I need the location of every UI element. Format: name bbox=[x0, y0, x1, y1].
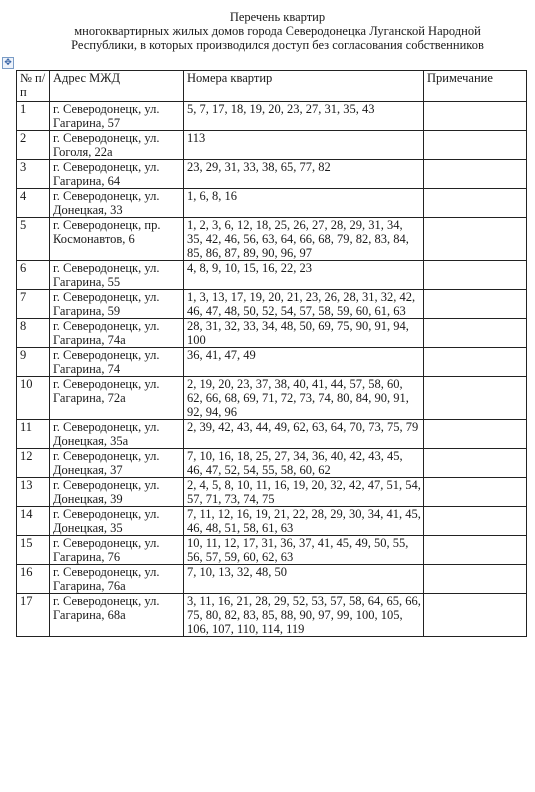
cell-apartments: 4, 8, 9, 10, 15, 16, 22, 23 bbox=[184, 261, 424, 290]
table-row bbox=[17, 420, 527, 449]
cell-address: г. Северодонецк, ул. Гагарина, 59 bbox=[50, 290, 184, 319]
cell-address: г. Северодонецк, ул. Гагарина, 72а bbox=[50, 377, 184, 420]
cell-num: 17 bbox=[17, 594, 50, 637]
cell-apartments: 1, 3, 13, 17, 19, 20, 21, 23, 26, 28, 31, 32, 42, 46, 47, 48, 50, 52, 54, 57, 58, 59, 60, 61, 63 bbox=[184, 290, 424, 319]
table-row bbox=[17, 189, 527, 218]
cell-num: 6 bbox=[17, 261, 50, 290]
table-row bbox=[17, 507, 527, 536]
cell-apartments: 36, 41, 47, 49 bbox=[184, 348, 424, 377]
table-move-handle-icon[interactable]: ✥ bbox=[2, 57, 14, 69]
cell-address: г. Северодонецк, ул. Донецкая, 37 bbox=[50, 449, 184, 478]
cell-address: г. Северодонецк, ул. Гагарина, 74а bbox=[50, 319, 184, 348]
cell-apartments: 1, 2, 3, 6, 12, 18, 25, 26, 27, 28, 29, 31, 34, 35, 42, 46, 56, 63, 64, 66, 68, 79, 82, 83, 84, 85, 86, 87, 89, 90, 96, 97 bbox=[184, 218, 424, 261]
table-header-row bbox=[17, 71, 527, 102]
table-row bbox=[17, 377, 527, 420]
apartments-table bbox=[16, 70, 527, 637]
cell-note bbox=[424, 160, 527, 189]
cell-num: 14 bbox=[17, 507, 50, 536]
cell-num: 2 bbox=[17, 131, 50, 160]
cell-apartments: 1, 6, 8, 16 bbox=[184, 189, 424, 218]
title-line-2: многоквартирных жилых домов города Северодонецка Луганской Народной bbox=[74, 24, 481, 38]
table-row bbox=[17, 261, 527, 290]
cell-address: г. Северодонецк, ул. Гоголя, 22а bbox=[50, 131, 184, 160]
cell-address: г. Северодонецк, ул. Донецкая, 35 bbox=[50, 507, 184, 536]
title-line-1: Перечень квартир bbox=[229, 10, 326, 24]
cell-num: 1 bbox=[17, 102, 50, 131]
cell-note bbox=[424, 102, 527, 131]
table-row bbox=[17, 478, 527, 507]
cell-num: 8 bbox=[17, 319, 50, 348]
table-row bbox=[17, 131, 527, 160]
cell-apartments: 2, 4, 5, 8, 10, 11, 16, 19, 20, 32, 42, 47, 51, 54, 57, 71, 73, 74, 75 bbox=[184, 478, 424, 507]
cell-note bbox=[424, 536, 527, 565]
table-row bbox=[17, 536, 527, 565]
cell-address: г. Северодонецк, ул. Гагарина, 64 bbox=[50, 160, 184, 189]
cell-note bbox=[424, 218, 527, 261]
cell-num: 16 bbox=[17, 565, 50, 594]
cell-num: 5 bbox=[17, 218, 50, 261]
title-line-3: Республики, в которых производился доступ без согласования собственников bbox=[71, 38, 484, 52]
cell-num: 7 bbox=[17, 290, 50, 319]
table-row bbox=[17, 290, 527, 319]
cell-apartments: 2, 19, 20, 23, 37, 38, 40, 41, 44, 57, 58, 60, 62, 66, 68, 69, 71, 72, 73, 74, 80, 84, 90, 91, 92, 94, 96 bbox=[184, 377, 424, 420]
cell-apartments: 2, 39, 42, 43, 44, 49, 62, 63, 64, 70, 73, 75, 79 bbox=[184, 420, 424, 449]
document-title bbox=[0, 10, 535, 52]
cell-num: 11 bbox=[17, 420, 50, 449]
table-row bbox=[17, 319, 527, 348]
cell-note bbox=[424, 377, 527, 420]
table-row bbox=[17, 102, 527, 131]
table-row bbox=[17, 160, 527, 189]
table-row bbox=[17, 348, 527, 377]
cell-address: г. Северодонецк, ул. Гагарина, 76а bbox=[50, 565, 184, 594]
cell-note bbox=[424, 290, 527, 319]
cell-num: 9 bbox=[17, 348, 50, 377]
cell-num: 12 bbox=[17, 449, 50, 478]
cell-note bbox=[424, 131, 527, 160]
cell-note bbox=[424, 348, 527, 377]
table-row bbox=[17, 594, 527, 637]
cell-num: 13 bbox=[17, 478, 50, 507]
cell-apartments: 3, 11, 16, 21, 28, 29, 52, 53, 57, 58, 64, 65, 66, 75, 80, 82, 83, 85, 88, 90, 97, 99, 100, 105, 106, 107, 110, 114, 119 bbox=[184, 594, 424, 637]
header-note: Примечание bbox=[424, 71, 527, 102]
table-row bbox=[17, 218, 527, 261]
cell-note bbox=[424, 189, 527, 218]
cell-apartments: 28, 31, 32, 33, 34, 48, 50, 69, 75, 90, 91, 94, 100 bbox=[184, 319, 424, 348]
cell-apartments: 7, 10, 16, 18, 25, 27, 34, 36, 40, 42, 43, 45, 46, 47, 52, 54, 55, 58, 60, 62 bbox=[184, 449, 424, 478]
cell-note bbox=[424, 507, 527, 536]
cell-note bbox=[424, 478, 527, 507]
header-apartments: Номера квартир bbox=[184, 71, 424, 102]
table-row bbox=[17, 565, 527, 594]
cell-apartments: 23, 29, 31, 33, 38, 65, 77, 82 bbox=[184, 160, 424, 189]
cell-address: г. Северодонецк, ул. Гагарина, 55 bbox=[50, 261, 184, 290]
cell-address: г. Северодонецк, ул. Донецкая, 35а bbox=[50, 420, 184, 449]
cell-note bbox=[424, 319, 527, 348]
cell-num: 15 bbox=[17, 536, 50, 565]
cell-address: г. Северодонецк, ул. Гагарина, 57 bbox=[50, 102, 184, 131]
cell-note bbox=[424, 261, 527, 290]
cell-num: 10 bbox=[17, 377, 50, 420]
cell-apartments: 10, 11, 12, 17, 31, 36, 37, 41, 45, 49, 50, 55, 56, 57, 59, 60, 62, 63 bbox=[184, 536, 424, 565]
header-num: № п/п bbox=[17, 71, 50, 102]
cell-address: г. Северодонецк, ул. Гагарина, 76 bbox=[50, 536, 184, 565]
cell-address: г. Северодонецк, ул. Гагарина, 68а bbox=[50, 594, 184, 637]
cell-address: г. Северодонецк, пр. Космонавтов, 6 bbox=[50, 218, 184, 261]
cell-address: г. Северодонецк, ул. Гагарина, 74 bbox=[50, 348, 184, 377]
cell-apartments: 7, 10, 13, 32, 48, 50 bbox=[184, 565, 424, 594]
cell-num: 4 bbox=[17, 189, 50, 218]
cell-apartments: 113 bbox=[184, 131, 424, 160]
cell-address: г. Северодонецк, ул. Донецкая, 39 bbox=[50, 478, 184, 507]
cell-note bbox=[424, 594, 527, 637]
cell-note bbox=[424, 565, 527, 594]
header-address: Адрес МЖД bbox=[50, 71, 184, 102]
cell-note bbox=[424, 420, 527, 449]
cell-note bbox=[424, 449, 527, 478]
cell-apartments: 5, 7, 17, 18, 19, 20, 23, 27, 31, 35, 43 bbox=[184, 102, 424, 131]
table-row bbox=[17, 449, 527, 478]
cell-address: г. Северодонецк, ул. Донецкая, 33 bbox=[50, 189, 184, 218]
cell-apartments: 7, 11, 12, 16, 19, 21, 22, 28, 29, 30, 34, 41, 45, 46, 48, 51, 58, 61, 63 bbox=[184, 507, 424, 536]
cell-num: 3 bbox=[17, 160, 50, 189]
